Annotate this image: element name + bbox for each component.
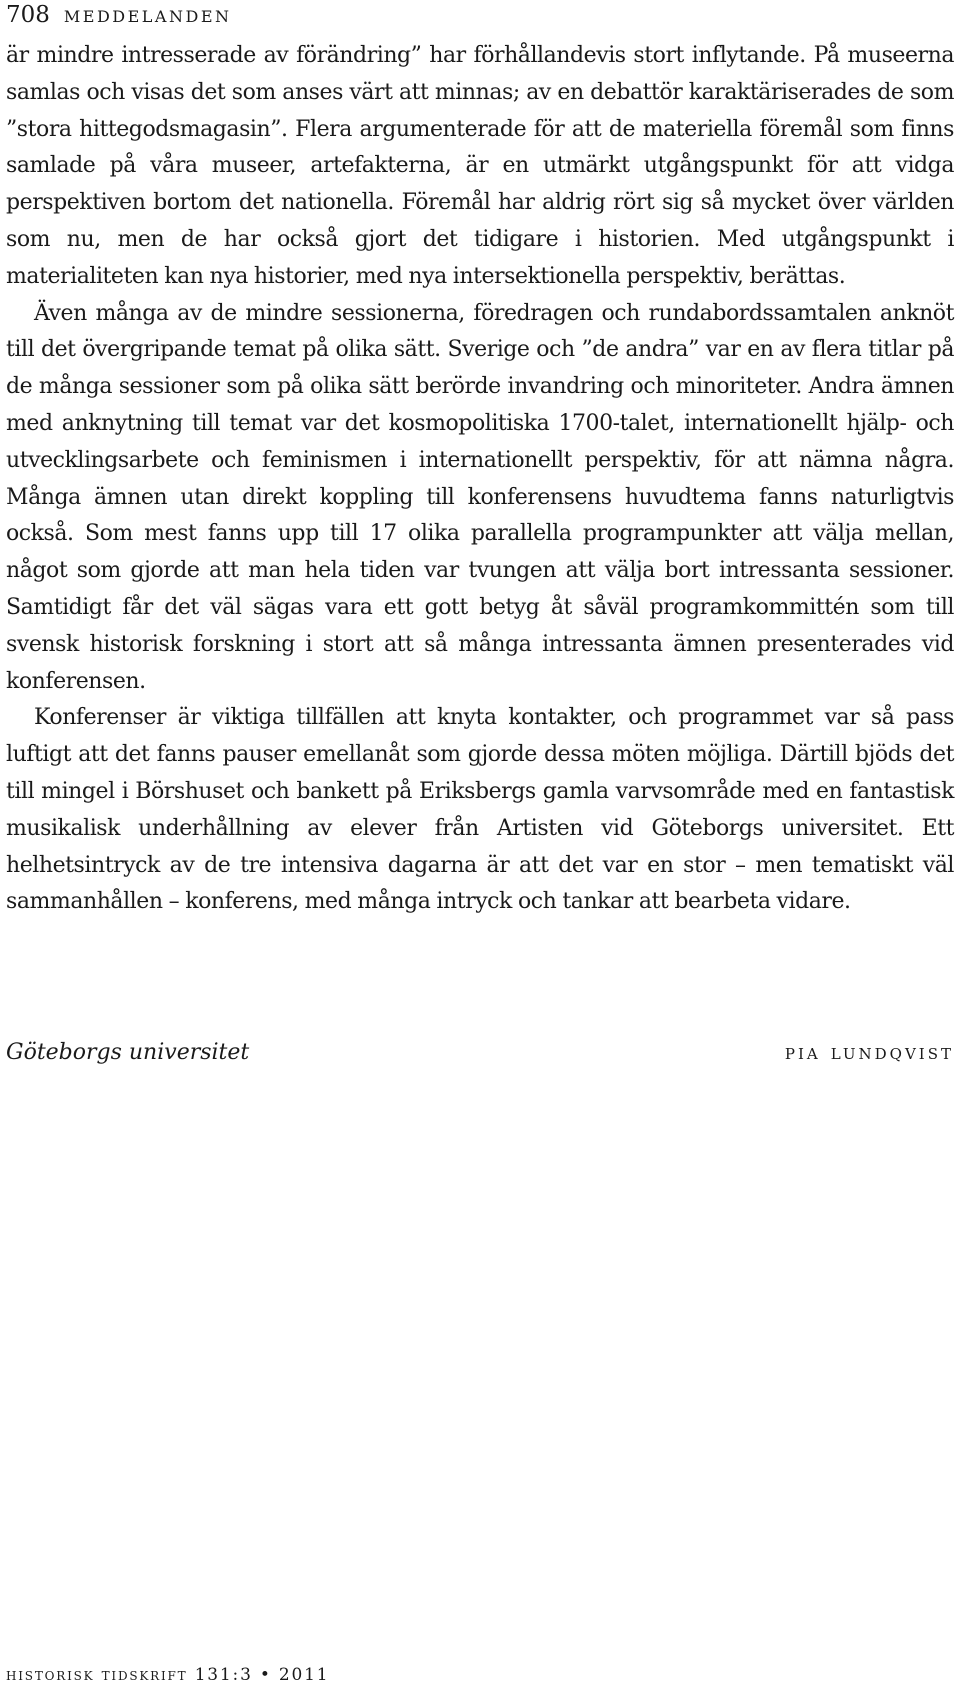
article-body — [6, 38, 954, 921]
section-title: meddelanden — [63, 2, 232, 28]
author-name: pia lundqvist — [784, 1040, 954, 1065]
paragraph-continued: är mindre intresserade av förändring” har förhållandevis stort inflytande. På museerna samlas och visas det som anses värt att minnas; av en debattör karaktäriserades de som ”stora hittegodsmagasin”. Flera argumenterade för att de materiella föremål som finns samlade på våra museer, artefakterna, är en utmärkt utgångspunkt för att vidga perspektiven bortom det nationella. Föremål har aldrig rört sig så mycket över världen som nu, men de har också gjort det tidigare i historien. Med utgångspunkt i materialiteten kan nya historier, med nya intersektionella perspektiv, berättas. — [6, 43, 954, 289]
page-header — [6, 0, 946, 30]
paragraph-sessions: Även många av de mindre sessionerna, föredragen och rundabordssamtalen anknöt till det övergripande temat på olika sätt. Sverige och ”de andra” var en av flera titlar på de många sessioner som på olika sätt berörde invandring och minoriteter. Andra ämnen med anknytning till temat var det kosmopolitiska 1700-talet, internationellt hjälp- och utvecklingsarbete och feminismen i internationellt perspektiv, för att nämna några. Många ämnen utan direkt koppling till konferensens huvudtema fanns naturligtvis också. Som mest fanns upp till 17 olika parallella programpunkter att välja mellan, något som gjorde att man hela tiden var tvungen att välja bort intressanta sessioner. Samtidigt får det väl sägas vara ett gott betyg åt såväl programkommittén som till svensk historisk forskning i stort att så många intressanta ämnen presenterades vid konferensen. — [6, 300, 954, 694]
journal-footer: historisk tidskrift 131:3 • 2011 — [6, 1665, 330, 1685]
paragraph-conclusion: Konferenser är viktiga tillfällen att knyta kontakter, och programmet var så pass luftigt att det fanns pauser emellanåt som gjorde dessa möten möjliga. Därtill bjöds det till mingel i Börshuset och bankett på Eriksbergs gamla varvsområde med en fantastisk musikalisk underhållning av elever från Artisten vid Göteborgs universitet. Ett helhetsintryck av de tre intensiva dagarna är att det var en stor – men tematiskt väl sammanhållen – konferens, med många intryck och tankar att bearbeta vidare. — [6, 705, 954, 915]
signature-row — [6, 1033, 954, 1073]
page-number: 708 — [6, 2, 50, 28]
author-affiliation: Göteborgs universitet — [6, 1040, 250, 1065]
